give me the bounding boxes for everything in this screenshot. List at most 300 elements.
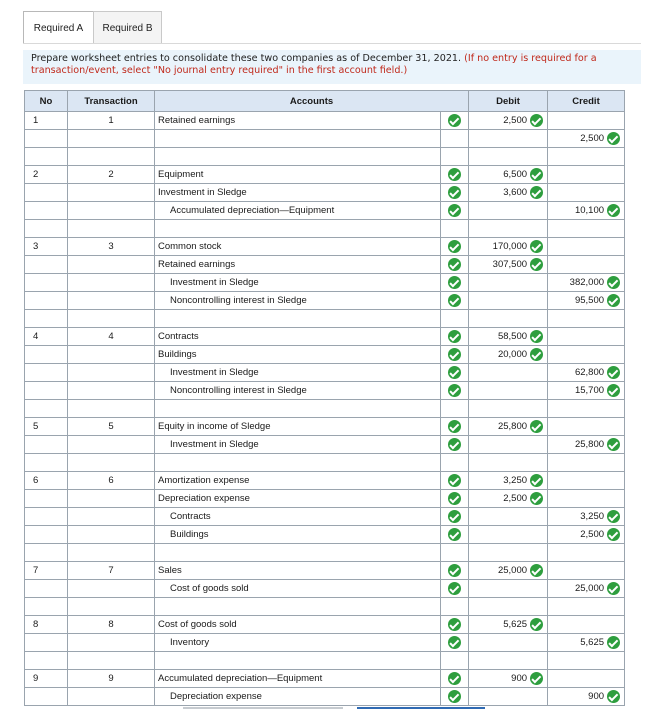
credit-field[interactable] [548,130,625,148]
credit-field[interactable] [548,688,625,706]
account-check-cell [441,202,469,220]
blank-cell [155,598,441,616]
row-number [25,346,68,364]
account-field[interactable]: Sales [155,562,441,580]
row-number [25,634,68,652]
debit-value: 25,800 [497,421,528,432]
debit-value: 170,000 [492,241,528,252]
blank-cell [68,454,155,472]
row-number [25,130,68,148]
account-field[interactable]: Cost of goods sold [155,580,441,598]
blank-cell [441,148,469,166]
check-icon [607,510,620,523]
transaction-number: 5 [68,418,155,436]
blank-cell [25,310,68,328]
debit-field[interactable] [469,382,548,400]
check-icon [530,114,543,127]
check-icon [530,240,543,253]
table-row [25,508,625,526]
separator-row [25,454,625,472]
debit-field[interactable] [469,634,548,652]
separator-row [25,652,625,670]
account-check-cell [441,580,469,598]
transaction-number [68,274,155,292]
blank-cell [155,400,441,418]
transaction-number: 7 [68,562,155,580]
credit-value: 25,000 [574,583,605,594]
row-number [25,292,68,310]
row-number [25,184,68,202]
account-field[interactable]: Accumulated depreciation—Equipment [155,202,441,220]
transaction-number [68,202,155,220]
nav-button-next[interactable] [357,707,485,709]
debit-value: 307,500 [492,259,528,270]
row-number [25,256,68,274]
check-icon [530,420,543,433]
check-icon [448,114,461,127]
table-row [25,130,625,148]
credit-value: 382,000 [569,277,605,288]
transaction-number: 1 [68,112,155,130]
account-field[interactable]: Common stock [155,238,441,256]
row-number [25,274,68,292]
account-check-cell [441,508,469,526]
table-row [25,562,625,580]
credit-field[interactable] [548,472,625,490]
row-number [25,490,68,508]
account-check-cell [441,256,469,274]
tab-required-a[interactable]: Required A [23,11,94,44]
transaction-number [68,526,155,544]
check-icon [448,294,461,307]
check-icon [530,186,543,199]
account-field[interactable]: Buildings [155,346,441,364]
check-icon [607,276,620,289]
row-number: 5 [25,418,68,436]
row-number [25,508,68,526]
check-icon [448,564,461,577]
credit-value: 900 [588,691,605,702]
table-row [25,382,625,400]
blank-cell [548,598,625,616]
separator-row [25,400,625,418]
debit-field[interactable] [469,436,548,454]
blank-cell [441,544,469,562]
account-check-cell [441,634,469,652]
blank-cell [469,454,548,472]
account-check-cell [441,184,469,202]
account-field[interactable]: Depreciation expense [155,688,441,706]
blank-cell [25,598,68,616]
check-icon [530,168,543,181]
debit-field[interactable] [469,688,548,706]
blank-cell [25,400,68,418]
credit-value: 25,800 [574,439,605,450]
credit-field[interactable] [548,112,625,130]
debit-field[interactable] [469,238,548,256]
credit-field[interactable] [548,346,625,364]
check-icon [607,204,620,217]
separator-row [25,598,625,616]
instructions-text: Prepare worksheet entries to consolidate these two companies as of December 31, 2021. [31,53,462,64]
credit-field[interactable] [548,436,625,454]
table-row [25,490,625,508]
blank-cell [548,652,625,670]
transaction-number: 8 [68,616,155,634]
credit-field[interactable] [548,328,625,346]
check-icon [530,348,543,361]
blank-cell [469,652,548,670]
credit-field[interactable] [548,418,625,436]
table-row [25,472,625,490]
blank-cell [548,454,625,472]
check-icon [607,384,620,397]
blank-cell [469,220,548,238]
account-field[interactable]: Retained earnings [155,112,441,130]
table-row [25,580,625,598]
table-row [25,202,625,220]
separator-row [25,220,625,238]
account-field[interactable]: Investment in Sledge [155,274,441,292]
account-field[interactable]: Cost of goods sold [155,616,441,634]
credit-value: 3,250 [580,511,605,522]
account-check-cell [441,616,469,634]
account-check-cell [441,688,469,706]
row-number [25,526,68,544]
row-number: 2 [25,166,68,184]
debit-field[interactable] [469,130,548,148]
blank-cell [155,544,441,562]
blank-cell [469,544,548,562]
col-header-no: No [25,91,68,112]
check-icon [530,492,543,505]
table-row [25,112,625,130]
transaction-number [68,508,155,526]
blank-cell [155,220,441,238]
check-icon [448,528,461,541]
col-header-debit: Debit [469,91,548,112]
debit-field[interactable] [469,328,548,346]
blank-cell [441,598,469,616]
credit-value: 2,500 [580,133,605,144]
debit-field[interactable] [469,184,548,202]
transaction-number [68,634,155,652]
debit-field[interactable] [469,508,548,526]
check-icon [448,582,461,595]
row-number: 3 [25,238,68,256]
transaction-number [68,256,155,274]
check-icon [448,690,461,703]
row-number [25,382,68,400]
debit-field[interactable] [469,274,548,292]
debit-value: 3,250 [503,475,528,486]
check-icon [448,438,461,451]
col-header-transaction: Transaction [68,91,155,112]
col-header-accounts: Accounts [155,91,469,112]
account-field[interactable]: Buildings [155,526,441,544]
credit-value: 10,100 [574,205,605,216]
separator-row [25,310,625,328]
table-row [25,418,625,436]
debit-field[interactable] [469,526,548,544]
check-icon [448,510,461,523]
debit-value: 5,625 [503,619,528,630]
blank-cell [68,220,155,238]
blank-cell [548,544,625,562]
row-number: 4 [25,328,68,346]
blank-cell [441,310,469,328]
transaction-number [68,436,155,454]
account-field[interactable]: Inventory [155,634,441,652]
transaction-number [68,688,155,706]
table-row [25,274,625,292]
debit-field[interactable] [469,418,548,436]
check-icon [607,132,620,145]
credit-value: 15,700 [574,385,605,396]
blank-cell [155,454,441,472]
blank-cell [68,148,155,166]
credit-field[interactable] [548,562,625,580]
debit-field[interactable] [469,364,548,382]
debit-value: 2,500 [503,493,528,504]
transaction-number [68,184,155,202]
account-field[interactable]: Investment in Sledge [155,436,441,454]
check-icon [530,564,543,577]
blank-cell [548,148,625,166]
account-check-cell [441,670,469,688]
account-check-cell [441,382,469,400]
blank-cell [68,400,155,418]
blank-cell [469,310,548,328]
row-number [25,364,68,382]
table-row [25,436,625,454]
row-number: 8 [25,616,68,634]
tab-required-b[interactable]: Required B [93,11,162,44]
account-field[interactable]: Investment in Sledge [155,184,441,202]
credit-field[interactable] [548,670,625,688]
instructions-panel [23,50,641,84]
transaction-number [68,382,155,400]
account-check-cell [441,130,469,148]
credit-field[interactable] [548,274,625,292]
debit-field[interactable] [469,292,548,310]
credit-field[interactable] [548,382,625,400]
transaction-number [68,490,155,508]
transaction-number [68,292,155,310]
row-number [25,202,68,220]
debit-field[interactable] [469,112,548,130]
table-row [25,670,625,688]
credit-field[interactable] [548,364,625,382]
table-row [25,292,625,310]
table-row [25,526,625,544]
row-number: 7 [25,562,68,580]
row-number [25,688,68,706]
table-row [25,364,625,382]
credit-field[interactable] [548,166,625,184]
debit-field[interactable] [469,616,548,634]
blank-cell [68,598,155,616]
table-row [25,616,625,634]
tab-divider [23,43,641,44]
debit-field[interactable] [469,256,548,274]
credit-field[interactable] [548,238,625,256]
blank-cell [441,400,469,418]
check-icon [448,672,461,685]
debit-field[interactable] [469,562,548,580]
account-check-cell [441,238,469,256]
blank-cell [441,652,469,670]
instructions-note: (If no entry is required for a transaction/event, select "No journal entry required" in the first account field.) [31,53,597,76]
debit-value: 3,600 [503,187,528,198]
credit-field[interactable] [548,292,625,310]
account-field[interactable]: Equipment [155,166,441,184]
credit-field[interactable] [548,508,625,526]
check-icon [448,240,461,253]
check-icon [448,204,461,217]
check-icon [607,690,620,703]
blank-cell [548,400,625,418]
col-header-credit: Credit [548,91,625,112]
blank-cell [469,148,548,166]
debit-value: 900 [511,673,528,684]
blank-cell [155,148,441,166]
check-icon [448,384,461,397]
account-check-cell [441,292,469,310]
check-icon [448,186,461,199]
blank-cell [25,148,68,166]
table-row [25,256,625,274]
row-number: 9 [25,670,68,688]
table-row [25,166,625,184]
check-icon [530,672,543,685]
debit-field[interactable] [469,472,548,490]
check-icon [448,348,461,361]
account-field[interactable]: Amortization expense [155,472,441,490]
transaction-number: 2 [68,166,155,184]
check-icon [607,366,620,379]
transaction-number: 9 [68,670,155,688]
credit-field[interactable] [548,184,625,202]
debit-value: 20,000 [497,349,528,360]
tab-bar [23,11,162,44]
credit-value: 5,625 [580,637,605,648]
blank-cell [25,220,68,238]
check-icon [448,330,461,343]
debit-field[interactable] [469,202,548,220]
check-icon [607,582,620,595]
check-icon [448,636,461,649]
debit-field[interactable] [469,346,548,364]
credit-field[interactable] [548,526,625,544]
transaction-number [68,130,155,148]
row-number: 6 [25,472,68,490]
check-icon [448,168,461,181]
debit-value: 25,000 [497,565,528,576]
account-check-cell [441,364,469,382]
credit-field[interactable] [548,490,625,508]
debit-field[interactable] [469,580,548,598]
transaction-number: 3 [68,238,155,256]
account-field[interactable]: Noncontrolling interest in Sledge [155,382,441,400]
check-icon [607,636,620,649]
check-icon [607,294,620,307]
blank-cell [68,544,155,562]
account-check-cell [441,112,469,130]
blank-cell [68,310,155,328]
row-number [25,436,68,454]
check-icon [607,528,620,541]
credit-field[interactable] [548,202,625,220]
row-number: 1 [25,112,68,130]
credit-field[interactable] [548,634,625,652]
credit-field[interactable] [548,580,625,598]
account-check-cell [441,328,469,346]
table-row [25,346,625,364]
table-row [25,328,625,346]
account-field[interactable]: Retained earnings [155,256,441,274]
separator-row [25,544,625,562]
credit-value: 95,500 [574,295,605,306]
transaction-number [68,580,155,598]
blank-cell [25,544,68,562]
check-icon [448,474,461,487]
blank-cell [548,310,625,328]
check-icon [448,258,461,271]
account-field[interactable]: Depreciation expense [155,490,441,508]
check-icon [530,330,543,343]
table-row [25,238,625,256]
table-row [25,184,625,202]
account-check-cell [441,490,469,508]
debit-field[interactable] [469,166,548,184]
account-field[interactable]: Contracts [155,508,441,526]
check-icon [448,420,461,433]
account-check-cell [441,562,469,580]
transaction-number [68,346,155,364]
account-field[interactable]: Equity in income of Sledge [155,418,441,436]
check-icon [448,492,461,505]
credit-field[interactable] [548,616,625,634]
credit-field[interactable] [548,256,625,274]
check-icon [448,366,461,379]
debit-field[interactable] [469,490,548,508]
blank-cell [155,652,441,670]
row-number [25,580,68,598]
account-check-cell [441,274,469,292]
blank-cell [469,400,548,418]
table-row [25,634,625,652]
blank-cell [469,598,548,616]
nav-button-prev[interactable] [183,707,343,709]
account-field[interactable]: Contracts [155,328,441,346]
debit-value: 6,500 [503,169,528,180]
account-field[interactable]: Noncontrolling interest in Sledge [155,292,441,310]
account-field[interactable]: Investment in Sledge [155,364,441,382]
account-check-cell [441,472,469,490]
debit-field[interactable] [469,670,548,688]
account-field[interactable] [155,130,441,148]
check-icon [530,258,543,271]
account-field[interactable]: Accumulated depreciation—Equipment [155,670,441,688]
check-icon [530,474,543,487]
check-icon [448,276,461,289]
transaction-number: 4 [68,328,155,346]
transaction-number: 6 [68,472,155,490]
debit-value: 58,500 [497,331,528,342]
credit-value: 62,800 [574,367,605,378]
transaction-number [68,364,155,382]
